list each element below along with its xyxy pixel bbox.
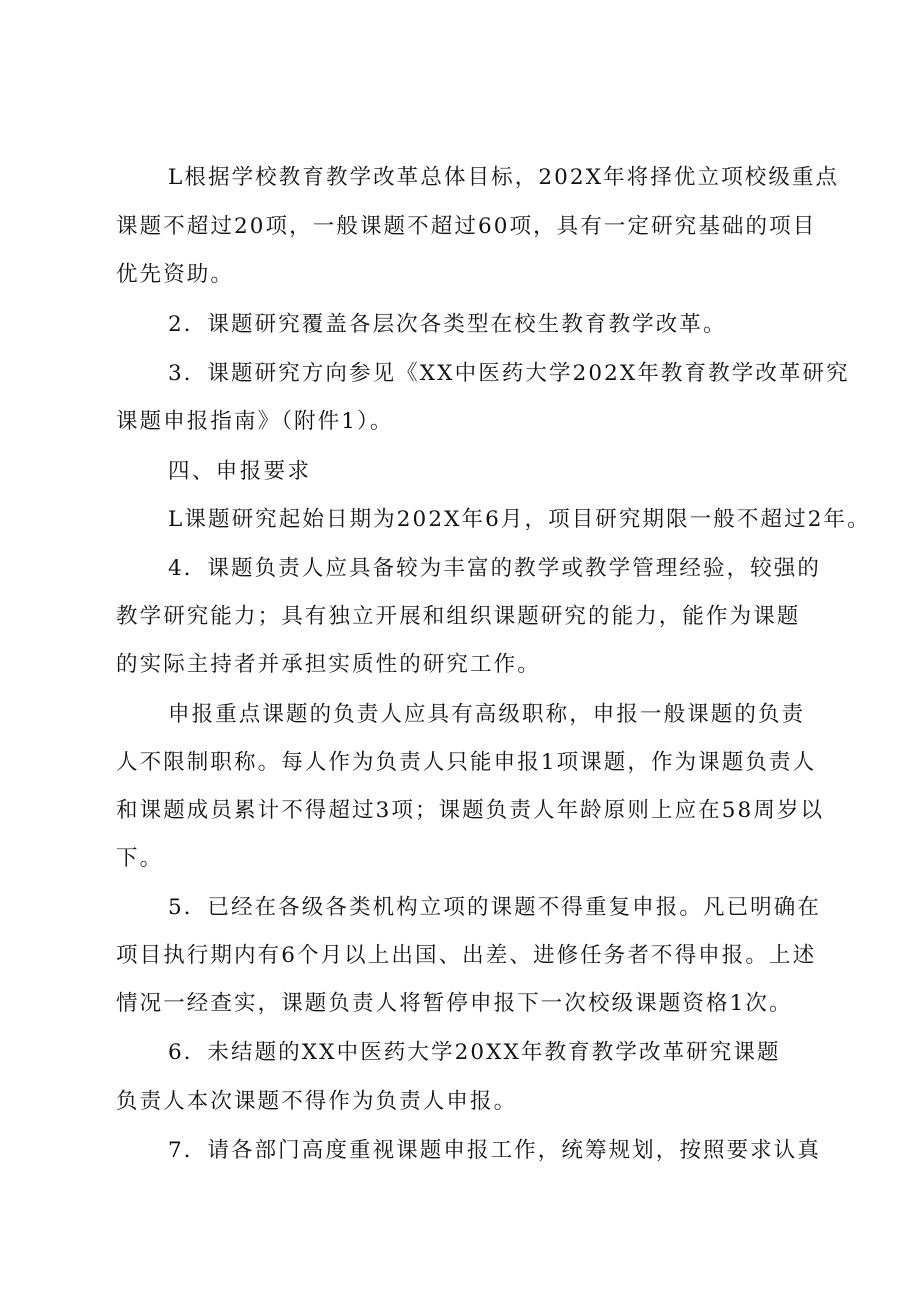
- paragraph-1-line-1: L根据学校教育教学改革总体目标，202X年将择优立项校级重点: [168, 165, 840, 190]
- item-7-line-1: 7．请各部门高度重视课题申报工作，统筹规划，按照要求认真: [168, 1138, 821, 1163]
- requirement-1-line-1: L课题研究起始日期为202X年6月，项目研究期限一般不超过2年。: [168, 507, 871, 532]
- item-2-line-1: 2．课题研究覆盖各层次各类型在校生教育教学改革。: [168, 312, 727, 337]
- item-5-line-2: 项目执行期内有6个月以上出国、出差、进修任务者不得申报。上述: [116, 943, 817, 968]
- section-heading: 四、申报要求: [168, 459, 312, 484]
- item-4-line-2: 教学研究能力；具有独立开展和组织课题研究的能力，能作为课题: [116, 604, 801, 629]
- item-6-line-1: 6．未结题的XX中医药大学20XX年教育教学改革研究课题: [168, 1040, 781, 1065]
- item-4-line-1: 4．课题负责人应具备较为丰富的教学或教学管理经验，较强的: [168, 556, 821, 581]
- paragraph-title-line-1: 申报重点课题的负责人应具有高级职称，申报一般课题的负责: [168, 702, 806, 727]
- item-3-line-1: 3．课题研究方向参见《XX中医药大学202X年教育教学改革研究: [168, 361, 850, 386]
- item-4-line-3: 的实际主持者并承担实质性的研究工作。: [116, 652, 541, 677]
- item-5-line-3: 情况一经查实，课题负责人将暂停申报下一次校级课题资格1次。: [116, 991, 793, 1016]
- paragraph-title-line-3: 和课题成员累计不得超过3项；课题负责人年龄原则上应在58周岁以: [116, 798, 825, 823]
- item-5-line-1: 5．已经在各级各类机构立项的课题不得重复申报。凡已明确在: [168, 895, 821, 920]
- paragraph-title-line-2: 人不限制职称。每人作为负责人只能申报1项课题，作为课题负责人: [116, 750, 817, 775]
- paragraph-1-line-3: 优先资助。: [116, 262, 235, 287]
- item-3-line-2: 课题申报指南》（附件1）。: [116, 409, 394, 434]
- paragraph-title-line-4: 下。: [116, 846, 164, 871]
- paragraph-1-line-2: 课题不超过20项，一般课题不超过60项，具有一定研究基础的项目: [116, 214, 817, 239]
- item-6-line-2: 负责人本次课题不得作为负责人申报。: [116, 1089, 518, 1114]
